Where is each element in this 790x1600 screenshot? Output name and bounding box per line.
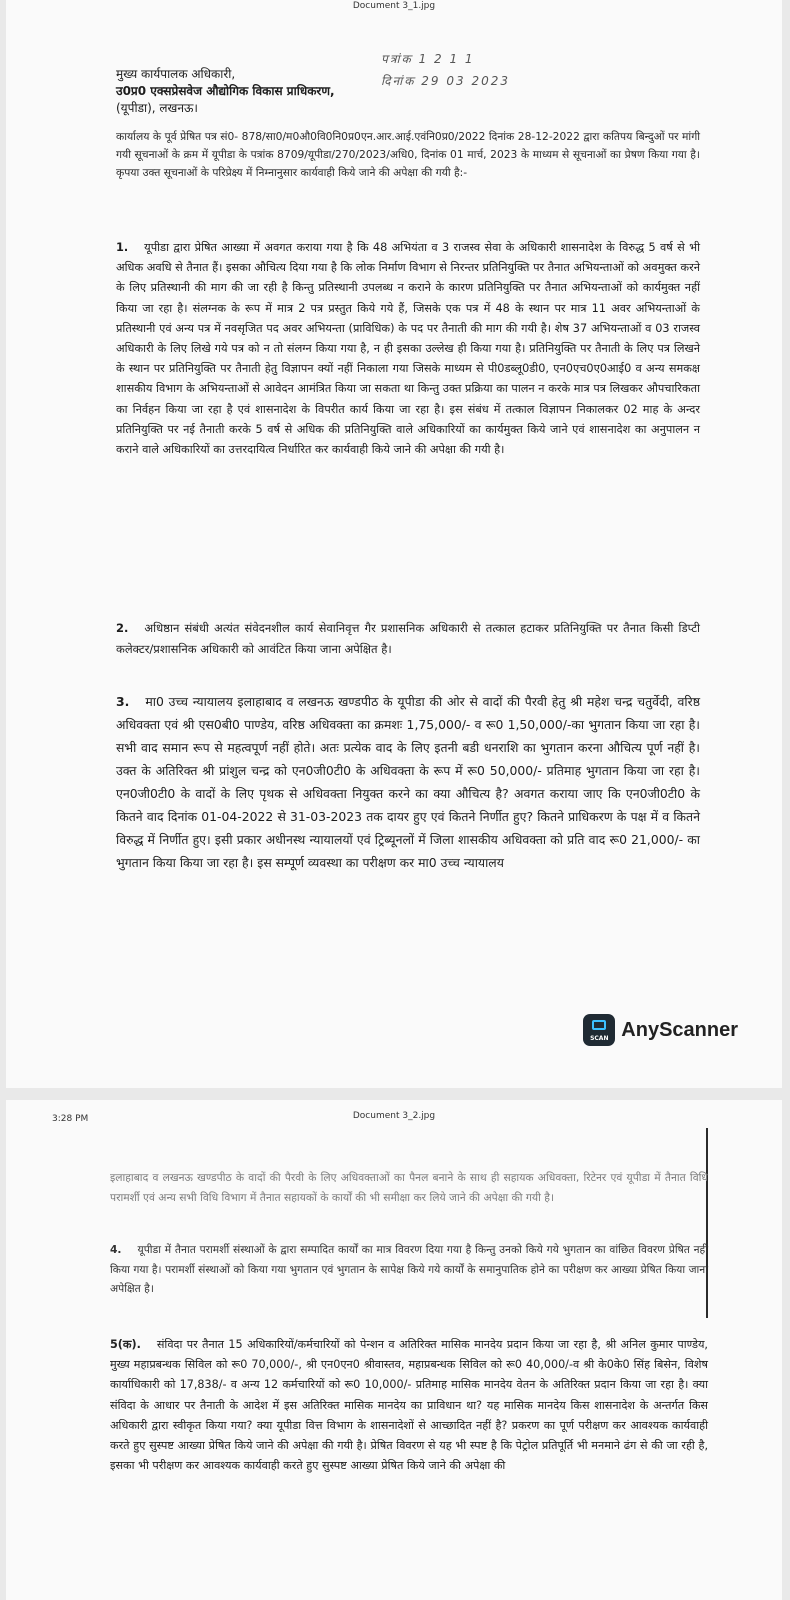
point-2 [116,618,700,660]
point-4-text: यूपीडा में तैनात परामर्शी संस्थाओं के द्वारा सम्पादित कार्यों का मात्र विवरण दिया गया है किन्तु उनको किये गये भुगतान का वांछित विवरण प्रेषित नहीं किया गया है। परामर्शी संस्थाओं को किया गया भुगतान एवं भुगतान के सापेक्ष किये गये कार्यों के समानुपातिक होने का परीक्षण कर आख्या प्रेषित किया जाना अपेक्षित है। [110,1243,708,1295]
point-2-number: 2. [116,621,129,635]
intro-paragraph: कार्यालय के पूर्व प्रेषित पत्र सं0- 878/सा0/म0औ0वि0नि0प्र0एन.आर.आई.एवंनि0प्र0/2022 दिनांक 28-12-2022 द्वारा कतिपय बिन्दुओं पर मांगी गयी सूचनाओं के क्रम में यूपीडा के पत्रांक 8709/यूपीडा/270/2023/अधि0, दिनांक 01 मार्च, 2023 के माध्यम से सूचनाओं का प्रेषण किया गया है। कृपया उक्त सूचनाओं के परिप्रेक्ष्य में निम्नानुसार कार्यवाही किये जाने की अपेक्षा की गयी है:- [116,130,700,179]
point-3-continuation: इलाहाबाद व लखनऊ खण्डपीठ के वादों की पैरवी के लिए अधिवक्ताओं का पैनल बनाने के साथ ही सहायक अधिवक्ता, रिटेनर एवं यूपीडा में तैनात विधि परामर्शी एवं अन्य सभी विधि विभाग में तैनात सहायकों के कार्यों की भी समीक्षा कर लिये जाने की अपेक्षा की गयी है। [110,1171,708,1204]
point-5a-text: संविदा पर तैनात 15 अधिकारियों/कर्मचारियों को पेन्शन व अतिरिक्त मासिक मानदेय प्रदान किया जा रहा है, श्री अनिल कुमार पाण्डेय, मुख्य महाप्रबन्धक सिविल को रू0 70,000/-, श्री एन0एन0 श्रीवास्तव, महाप्रबन्धक सिविल को रू0 40,000/-व श्री के0के0 सिंह बिसेन, विशेष कार्याधिकारी को 17,838/- व अन्य 12 कर्मचारियों को रू0 10,000/- प्रतिमाह मासिक मानदेय वेतन के अतिरिक्त प्रदान किया जा रहा है। क्या संविदा के आधार पर तैनाती के आदेश में इस अतिरिक्त मासिक मानदेय का प्राविधान था? यह मासिक मानदेय किस शासनादेश के अन्तर्गत किस अधिकारी द्वारा स्वीकृत किया गया? क्या यूपीडा वित्त विभाग के शासनादेशों से आच्छादित नहीं है? प्रकरण का पूर्ण परीक्षण कर आवश्यक कार्यवाही करते हुए सुस्पष्ट आख्या प्रेषित किये जाने की अपेक्षा की गयी है। प्रेषित विवरण से यह भी स्पष्ट है कि पेट्रोल प्रतिपूर्ति भी मनमाने ढंग से की जा रही है, इसका भी परीक्षण कर आवश्यक कार्यवाही करते हुए सुस्पष्ट आख्या प्रेषित किये जाने की अपेक्षा की [110,1338,708,1473]
scanner-app-icon: SCAN [583,1014,615,1046]
page-1-file-label: Document 3_1.jpg [352,1,436,11]
point-1-text: यूपीडा द्वारा प्रेषित आख्या में अवगत कराया गया है कि 48 अभियंता व 3 राजस्व सेवा के अधिकारी शासनादेश के विरुद्ध 5 वर्ष से भी अधिक अवधि से तैनात हैं। इसका औचित्य दिया गया है कि लोक निर्माण विभाग से निरन्तर प्रतिनियुक्ति पर तैनात अभियन्ताओं को अवमुक्त करने के लिए प्रतिस्थानी की माग की जा रही है किन्तु प्रतिस्थानी उपलब्ध न कराने के कारण प्रतिनियुक्ति पर तैनात अभियन्ताओं को कार्यमुक्त नहीं किया जा रहा है। संलग्नक के रूप में मात्र 2 पत्र प्रस्तुत किये गये हैं, जिसके एक पत्र में 48 के स्थान पर मात्र 11 अवर अभियन्ताओं के प्रतिस्थानी एवं अन्य पत्र में नवसृजित पद अवर अभियन्ता (प्राविधिक) के पद पर तैनाती की माग की गयी है। शेष 37 अभियन्ताओं व 03 राजस्व अधिकारी के लिए लिखे गये पत्र को न तो संलग्न किया गया है, न ही इसका उल्लेख ही किया गया है। प्रतिनियुक्ति पर तैनाती के लिए पत्र लिखने के स्थान पर प्रतिनियुक्ति पर तैनाती हेतु विज्ञापन क्यों नहीं निकाला गया जिसके माध्यम से पी0डब्लू0डी0, एन0एच0ए0आई0 व अन्य समकक्ष शासकीय विभाग के अभियन्ताओं से आवेदन आमंत्रित किया जा सकता था किन्तु उक्त प्रक्रिया का पालन न करके मात्र पत्र लिखकर औपचारिकता का निर्वहन किया जा रहा है एवं शासनादेश के विपरीत कार्य किया जा रहा है। इस संबंध में तत्काल विज्ञापन निकालकर 02 माह के अन्दर प्रतिनियुक्ति पर नई तैनाती करके 5 वर्ष से अधिक की प्रतिनियुक्ति वाले अधिकारियों का कार्यमुक्त किये जाने एवं शासनादेश का अनुपालन न कराने वाले अधिकारियों का उत्तरदायित्व निर्धारित कर कार्यवाही किये जाने की अपेक्षा की गयी है। [116,241,700,457]
timestamp: 3:28 PM [52,1114,89,1124]
address-line-3: (यूपीडा), लखनऊ। [116,101,198,115]
point-1 [116,238,700,460]
point-3-text: मा0 उच्च न्यायालय इलाहाबाद व लखनऊ खण्डपीठ के यूपीडा की ओर से वादों की पैरवी हेतु श्री महेश चन्द्र चतुर्वेदी, वरिष्ठ अधिवक्ता एवं श्री एस0बी0 पाण्डेय, वरिष्ठ अधिवक्ता का क्रमशः 1,75,000/- व रू0 1,50,000/-का भुगतान किया जा रहा है। सभी वाद समान रूप से महत्वपूर्ण नहीं होते। अतः प्रत्येक वाद के लिए इतनी बडी धनराशि का भुगतान करना औचित्य पूर्ण नहीं है। उक्त के अतिरिक्त श्री प्रांशुल चन्द्र को एन0जी0टी0 के अधिवक्ता के रूप में रू0 50,000/- प्रतिमाह भुगतान किया जा रहा है। एन0जी0टी0 के वादों के लिए पृथक से अधिवक्ता नियुक्त करने का क्या औचित्य है? अवगत कराया जाए कि एन0जी0टी0 के कितने वाद दिनांक 01-04-2022 से 31-03-2023 तक दायर हुए एवं कितने निर्णीत हुए? कितने प्राधिकरण के पक्ष में व कितने विरुद्ध में निर्णीत हुए। इसी प्रकार अधीनस्थ न्यायालयों एवं ट्रिब्यूनलों में जिला शासकीय अधिवक्ता को प्रति वाद रू0 21,000/- का भुगतान किया किया जा रहा है। इस सम्पूर्ण व्यवस्था का परीक्षण कर मा0 उच्च न्यायालय [116,694,700,870]
recipient-address [116,66,416,117]
address-line-1: मुख्य कार्यपालक अधिकारी, [116,67,236,81]
scanner-app-name: AnyScanner [621,1018,738,1041]
point-1-number: 1. [116,241,129,254]
point-5a-number: 5(क). [110,1338,141,1351]
point-2-text: अधिष्ठान संबंधी अत्यंत संवेदनशील कार्य सेवानिवृत्त गैर प्रशासनिक अधिकारी से तत्काल हटाकर प्रतिनियुक्ति पर तैनात किसी डिप्टी कलेक्टर/प्रशासनिक अधिकारी को आवंटित किया जाना अपेक्षित है। [116,621,700,656]
handwritten-ref-number: पत्रांक 1 2 1 1 [381,52,475,66]
point-4 [110,1240,708,1299]
handwritten-reference [381,48,510,92]
page-2-file-label: Document 3_2.jpg [352,1111,436,1121]
anyscanner-watermark [583,1014,738,1046]
scanned-page-1 [6,0,782,1088]
point-5a [110,1335,708,1476]
handwritten-date: दिनांक 29 03 2023 [381,74,510,88]
address-line-2: उ0प्र0 एक्सप्रेसवेज औद्योगिक विकास प्राधिकरण, [116,84,335,98]
point-3 [116,690,700,874]
point-3-number: 3. [116,694,130,709]
point-4-number: 4. [110,1243,122,1256]
